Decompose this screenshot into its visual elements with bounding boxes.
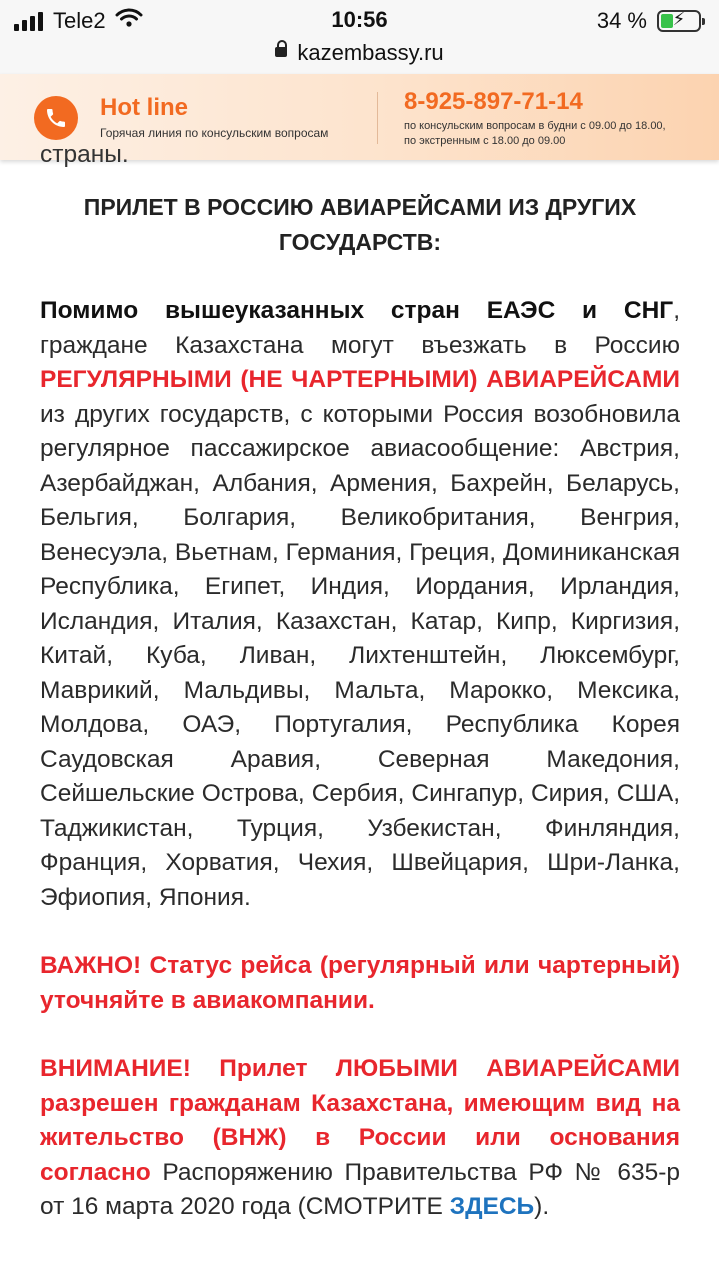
cutoff-text [40,138,680,150]
hotline-phone-link[interactable]: 8-925-897-71-14 [404,88,583,115]
hotline-hours-emergency: по экстренным с 18.00 до 09.00 [404,135,566,147]
article-content [40,160,680,1225]
battery-percent: 34 % [596,8,647,33]
clock: 10:56 [331,7,388,32]
p3-text: Распоряжению Правительства РФ № 635-р от 16 марта 2020 года (СМОТРИТЕ [40,1158,680,1220]
hotline-subtitle: Горячая линия по консульским вопросам [100,126,329,140]
p1-red: РЕГУЛЯРНЫМИ (НЕ ЧАРТЕРНЫМИ) АВИАРЕЙСАМИ [40,366,680,393]
p3-red: ВНИМАНИЕ! Прилет ЛЮБЫМИ АВИАРЕЙСАМИ разрешен гражданам Казахстана, имеющим вид на жительство (ВНЖ) в России или основания согласно [40,1055,680,1186]
battery-icon [657,10,701,32]
carrier-name: Tele2 [53,8,106,33]
paragraph-attention [40,1052,680,1225]
paragraph-important [40,949,680,1018]
p2-red: ВАЖНО! Статус рейса (регулярный или чартерный) уточняйте в авиакомпании. [40,952,680,1014]
address-bar[interactable] [0,40,719,74]
hotline-hours-weekday: по консульским вопросам в будни с 09.00 до 18.00, [404,120,666,132]
phone-icon[interactable] [34,96,78,140]
hotline-title: Hot line [100,94,188,121]
url-text: kazembassy.ru [297,40,444,65]
paragraph-countries [40,294,680,915]
status-right [597,8,701,34]
lock-icon [275,47,287,57]
charging-bolt-icon: ⚡ [672,9,686,29]
p1-text1: , граждане Казахстана могут въезжать в Россию [40,297,680,359]
here-link[interactable]: ЗДЕСЬ [449,1193,535,1220]
p1-text2: из других государств, с которыми Россия возобновила регулярное пассажирское авиасообщение: Австрия, Азербайджан, Албания, Армения, Бахрейн, Беларусь, Бельгия, Болгария, Великобритания, Венгрия, Венесуэла, Вьетнам, Германия, Греция, Доминиканская Республика, Египет, Индия, Иордания, Ирландия, Исландия, Италия, Казахстан, Катар, Кипр, Киргизия, Китай, Куба, Ливан, Лихтенштейн, Люксембург, Маврикий, Мальдивы, Мальта, Марокко, Мексика, Молдова, ОАЭ, Португалия, Республика Корея Саудовская Аравия, Северная Македония, Сейшельские Острова, Сербия, Сингапур, Сирия, США, Таджикистан, Турция, Узбекистан, Финляндия, Франция, Хорватия, Чехия, Швейцария, Шри-Ланка, Эфиопия, Япония. [40,400,680,911]
status-bar [0,0,719,40]
section-heading: ПРИЛЕТ В РОССИЮ АВИАРЕЙСАМИ ИЗ ДРУГИХ ГОСУДАРСТВ: [83,194,637,255]
p1-bold: Помимо вышеуказанных стран ЕАЭС и СНГ [40,297,674,324]
divider [377,92,378,144]
p3-end: ). [534,1193,550,1220]
